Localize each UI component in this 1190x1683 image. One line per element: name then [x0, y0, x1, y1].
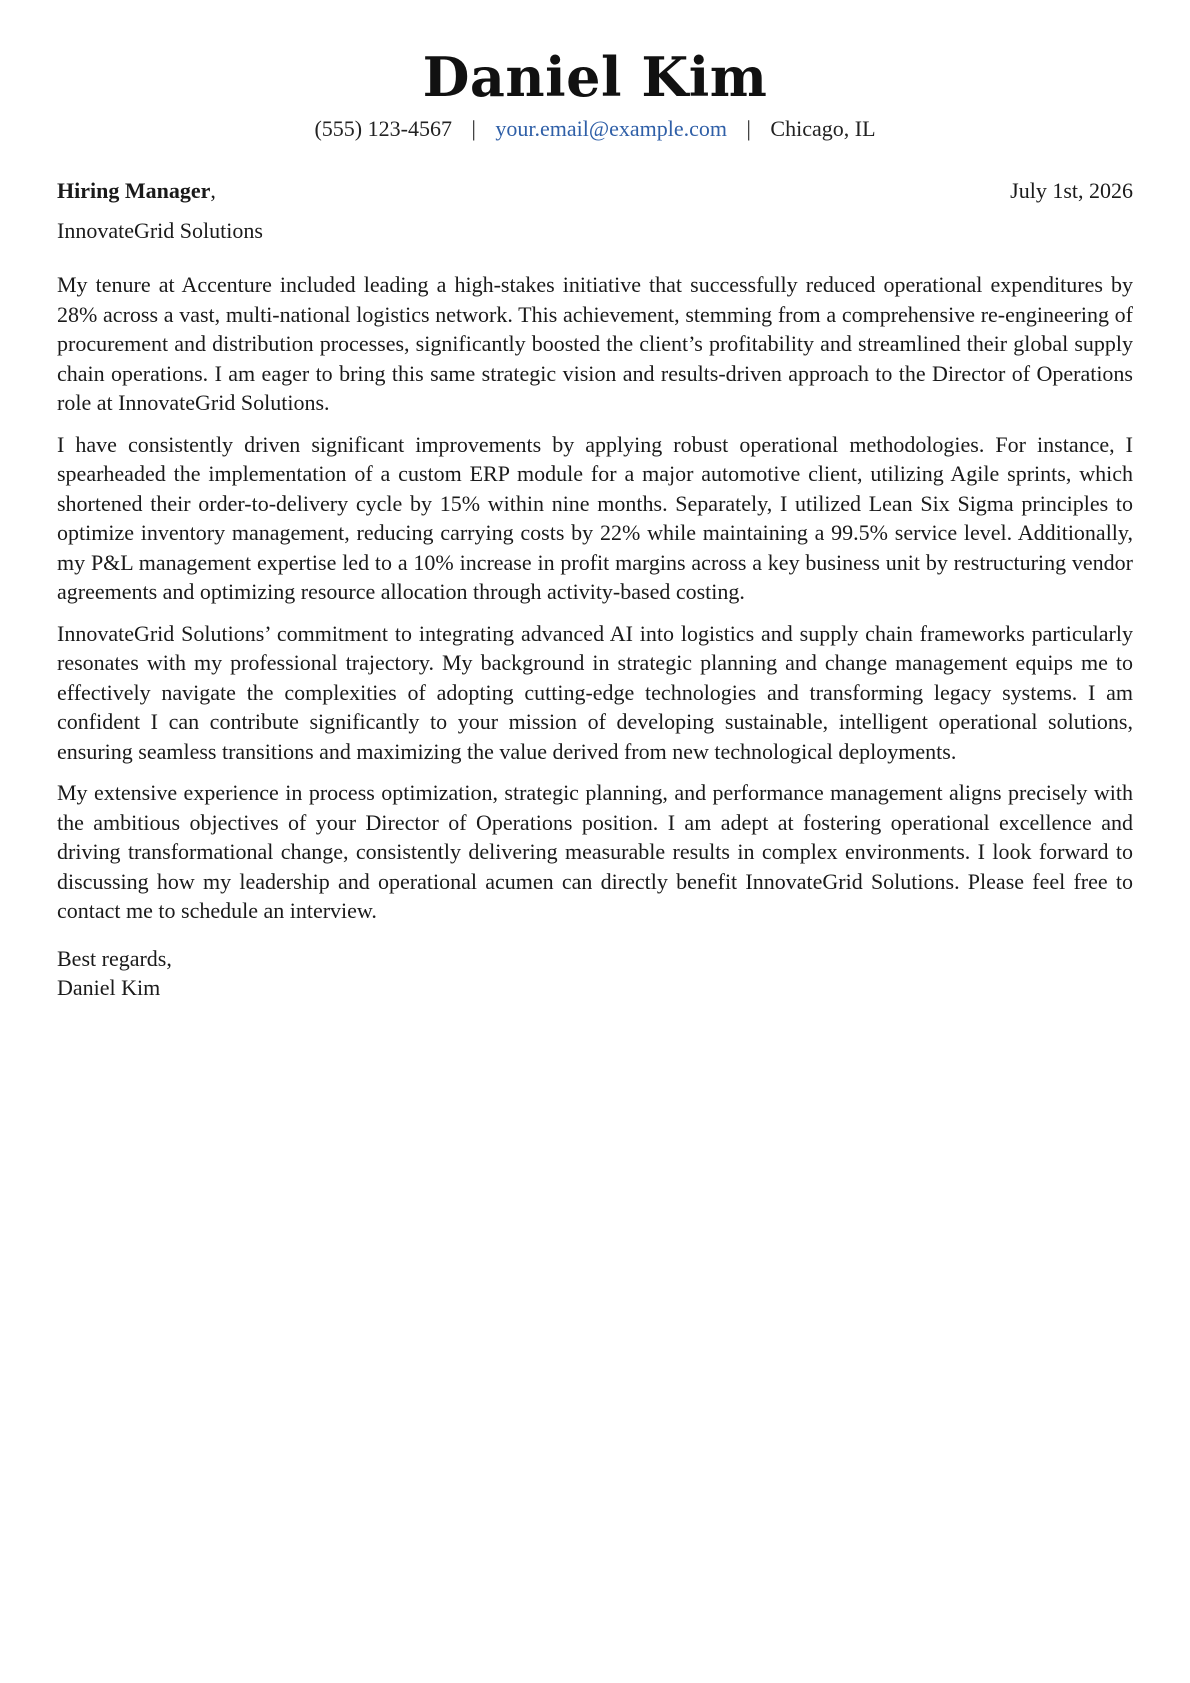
letter-body	[57, 270, 1133, 926]
recipient-comma: ,	[210, 178, 216, 203]
body-paragraph: I have consistently driven significant improvements by applying robust operational methodologies. For instance, I spearheaded the implementation of a custom ERP module for a major automotive client, utilizing Agile sprints, which shortened their order-to-delivery cycle by 15% within nine months. Separately, I utilized Lean Six Sigma principles to optimize inventory management, reducing carrying costs by 22% while maintaining a 99.5% service level. Additionally, my P&L management expertise led to a 10% increase in profit margins across a key business unit by restructuring vendor agreements and optimizing resource allocation through activity-based costing.	[57, 431, 1133, 604]
recipient-row	[57, 176, 1133, 206]
recipient-block	[57, 176, 216, 206]
applicant-name: Daniel Kim	[422, 45, 768, 109]
body-paragraph: My extensive experience in process optimization, strategic planning, and performance management aligns precisely with the ambitious objectives of your Director of Operations position. I am adept at fostering operational excellence and driving transformational change, consistently delivering measurable results in complex environments. I look forward to discussing how my leadership and operational acumen can directly benefit InnovateGrid Solutions. Please feel free to contact me to schedule an interview.	[57, 780, 1133, 923]
contact-separator: |	[471, 116, 476, 141]
cover-letter-page	[57, 0, 1133, 1003]
body-paragraph: My tenure at Accenture included leading a high-stakes initiative that successfully reduced operational expenditures by 28% across a vast, multi-national logistics network. This achievement, stemming from a comprehensive re-engineering of procurement and distribution processes, significantly boosted the client’s profitability and streamlined their global supply chain operations. I am eager to bring this same strategic vision and results-driven approach to the Director of Operations role at InnovateGrid Solutions.	[57, 272, 1133, 415]
letter-date: July 1st, 2026	[1010, 178, 1133, 203]
contact-line	[57, 114, 1133, 144]
signature-name: Daniel Kim	[57, 975, 161, 1000]
body-paragraph: InnovateGrid Solutions’ commitment to integrating advanced AI into logistics and supply chain frameworks particularly resonates with my professional trajectory. My background in strategic planning and change management equips me to effectively navigate the complexities of adopting cutting-edge technologies and transforming legacy systems. I am confident I can contribute significantly to your mission of developing sustainable, intelligent operational solutions, ensuring seamless transitions and maximizing the value derived from new technological deployments.	[57, 620, 1133, 764]
closing-block	[57, 944, 1133, 1003]
recipient-company: InnovateGrid Solutions	[57, 218, 263, 243]
phone-number: (555) 123-4567	[314, 116, 452, 141]
closing-salutation: Best regards,	[57, 945, 172, 971]
contact-separator: |	[746, 116, 751, 141]
email-link[interactable]: your.email@example.com	[495, 116, 728, 141]
recipient-name: Hiring Manager	[57, 178, 211, 203]
location: Chicago, IL	[770, 116, 876, 141]
